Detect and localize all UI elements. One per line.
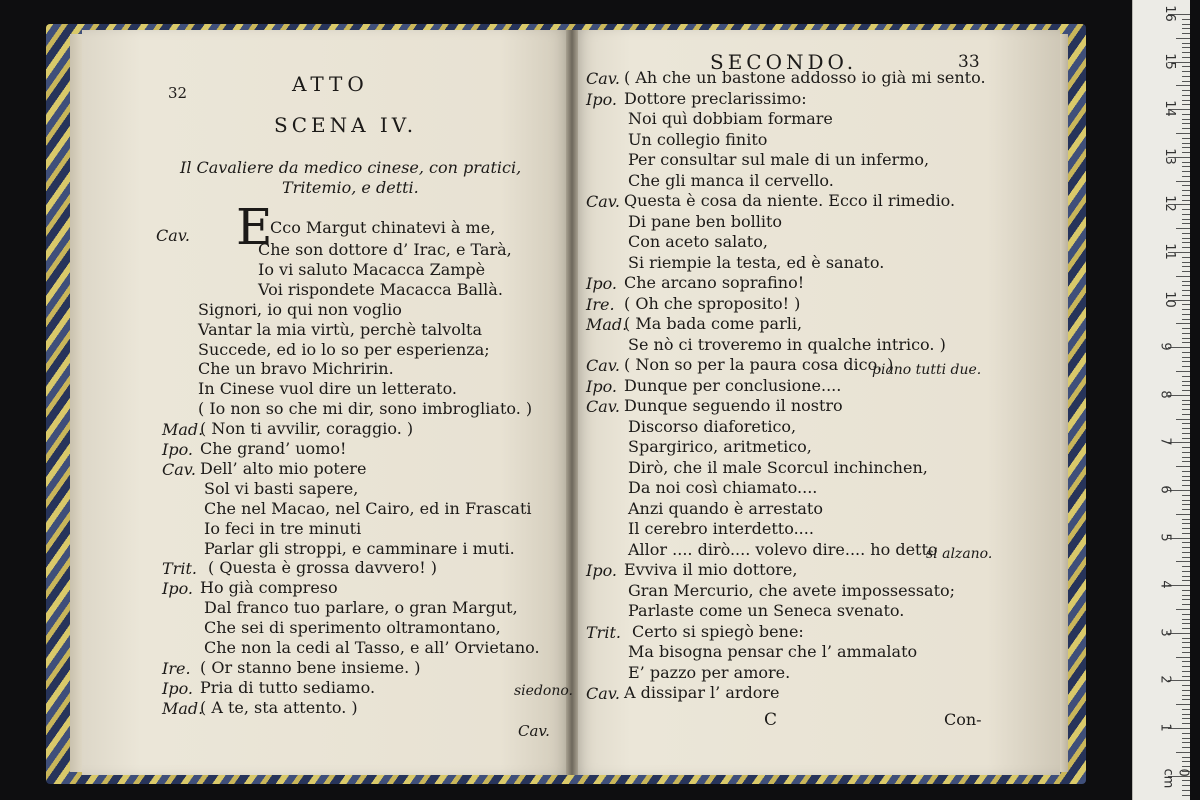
ruler-label: 16 <box>1161 5 1177 22</box>
ruler-tick <box>1182 242 1190 243</box>
verse-line: ( Questa è grossa davvero! ) <box>208 558 437 578</box>
verse-line: Voi rispondete Macacca Ballà. <box>258 279 503 299</box>
ruler-tick <box>1182 52 1190 53</box>
speaker-label: Cav. <box>162 459 197 479</box>
ruler-tick <box>1182 671 1190 672</box>
ruler-tick <box>1176 228 1190 229</box>
speaker-label: Ipo. <box>586 561 617 580</box>
signature-mark: C <box>764 710 778 730</box>
speaker-label: Cav. <box>156 226 191 245</box>
ruler-tick <box>1182 266 1190 267</box>
ruler-label: 5 <box>1157 532 1173 542</box>
ruler-tick <box>1182 290 1190 291</box>
verse-line: ( Or stanno bene insieme. ) <box>200 657 421 677</box>
ruler-tick <box>1182 509 1190 510</box>
ruler-label: 14 <box>1161 100 1177 117</box>
ruler-tick <box>1182 742 1190 743</box>
ruler-tick <box>1182 57 1190 58</box>
ruler-tick <box>1176 514 1190 515</box>
ruler-tick <box>1182 414 1190 415</box>
ruler-tick <box>1182 200 1190 201</box>
ruler-tick <box>1182 580 1190 581</box>
ruler-tick <box>1182 24 1190 25</box>
ruler-tick <box>1182 471 1190 472</box>
verse-line: Si riempie la testa, ed è sanato. <box>628 252 885 272</box>
ruler-tick <box>1182 718 1190 719</box>
verse-line: ( Io non so che mi dir, sono imbrogliato. ) <box>198 399 533 419</box>
ruler-tick <box>1176 323 1190 324</box>
verse-line: Sol vi basti sapere, <box>204 478 359 498</box>
verse-line: Dunque seguendo il nostro <box>624 396 843 415</box>
verse-line: Anzi quando è arrestato <box>628 498 823 518</box>
verse-line: Dell’ alto mio potere <box>200 458 367 478</box>
ruler-tick <box>1176 419 1190 420</box>
verse-line: Dottore preclarissimo: <box>624 88 807 108</box>
ruler-tick <box>1182 599 1190 600</box>
ruler-tick <box>1182 552 1190 553</box>
speaker-label: Ipo. <box>586 274 617 293</box>
book-gutter <box>566 30 578 775</box>
right-page-number: 33 <box>958 52 980 72</box>
ruler-tick <box>1182 409 1190 410</box>
verse-line: ( Oh che sproposito! ) <box>624 293 801 313</box>
ruler-tick <box>1182 166 1190 167</box>
verse-line: Succede, ed io lo so per esperienza; <box>198 339 490 359</box>
verse-line: Allor .... dirò.... volevo dire.... ho detto <box>628 539 938 559</box>
ruler-tick <box>1182 433 1190 434</box>
verse-line: In Cinese vuol dire un letterato. <box>198 379 458 399</box>
ruler-tick <box>1182 685 1190 686</box>
ruler-tick <box>1182 661 1190 662</box>
ruler-tick <box>1182 152 1190 153</box>
stage-direction-1: Il Cavaliere da medico cinese, con pratici, <box>180 158 522 177</box>
ruler-tick <box>1182 128 1190 129</box>
ruler-tick <box>1182 628 1190 629</box>
ruler-tick <box>1182 533 1190 534</box>
ruler-tick <box>1182 495 1190 496</box>
aside-note: piano tutti due. <box>872 362 982 378</box>
verse-line: A dissipar l’ ardore <box>624 683 780 702</box>
ruler-tick <box>1182 757 1190 758</box>
ruler-tick <box>1182 542 1190 543</box>
verse-line: Io vi saluto Macacca Zampè <box>258 259 486 279</box>
drop-cap: E <box>236 198 273 256</box>
ruler-tick <box>1176 181 1190 182</box>
ruler-label: 4 <box>1157 580 1173 589</box>
ruler-tick <box>1182 423 1190 424</box>
verse-line: Che un bravo Michririn. <box>198 359 394 379</box>
verse-line: ( Non so per la paura cosa dico. ) <box>624 355 894 374</box>
ruler-tick <box>1182 281 1190 282</box>
ruler-tick <box>1182 457 1190 458</box>
ruler-tick <box>1182 642 1190 643</box>
verse-line: ( A te, sta attento. ) <box>200 697 358 717</box>
measurement-ruler <box>1132 0 1190 800</box>
ruler-tick <box>1182 147 1190 148</box>
speaker-label: Mad. <box>162 420 204 440</box>
ruler-tick <box>1176 609 1190 610</box>
ruler-tick <box>1182 76 1190 77</box>
ruler-tick <box>1182 171 1190 172</box>
verse-line: Evviva il mio dottore, <box>624 560 798 579</box>
verse-line: Con aceto salato, <box>628 232 768 251</box>
ruler-tick <box>1176 704 1190 705</box>
ruler-tick <box>1182 138 1190 139</box>
ruler-tick <box>1182 747 1190 748</box>
speaker-label: Trit. <box>162 559 197 579</box>
speaker-label: Ire. <box>162 658 191 678</box>
ruler-tick <box>1182 428 1190 429</box>
ruler-label: 3 <box>1157 628 1173 637</box>
aside-note: si alzano. <box>926 546 993 562</box>
ruler-tick <box>1182 571 1190 572</box>
ruler-tick <box>1182 333 1190 334</box>
ruler-tick <box>1182 162 1190 163</box>
ruler-tick <box>1182 381 1190 382</box>
ruler-tick <box>1182 309 1190 310</box>
ruler-tick <box>1182 223 1190 224</box>
ruler-tick <box>1182 357 1190 358</box>
ruler-label: 11 <box>1161 243 1177 260</box>
speaker-label: Ipo. <box>162 678 193 698</box>
speaker-label: Ipo. <box>586 89 617 109</box>
verse-line: Il cerebro interdetto.... <box>628 519 814 538</box>
margin-note: siedono. <box>514 683 573 699</box>
ruler-tick <box>1182 219 1190 220</box>
left-title: ATTO <box>292 72 369 96</box>
ruler-tick <box>1176 85 1190 86</box>
ruler-tick <box>1182 285 1190 286</box>
ruler-tick <box>1182 504 1190 505</box>
ruler-tick <box>1182 43 1190 44</box>
ruler-tick <box>1182 123 1190 124</box>
ruler-tick <box>1182 271 1190 272</box>
ruler-tick <box>1182 209 1190 210</box>
ruler-tick <box>1176 561 1190 562</box>
verse-line: Che son dottore d’ Irac, e Tarà, <box>258 240 512 259</box>
verse-line: Che nel Macao, nel Cairo, ed in Frascati <box>204 498 532 518</box>
ruler-tick <box>1176 657 1190 658</box>
ruler-tick <box>1182 33 1190 34</box>
ruler-tick <box>1182 319 1190 320</box>
verse-line: Gran Mercurio, che avete impossessato; <box>628 580 956 600</box>
ruler-tick <box>1182 257 1190 258</box>
ruler-tick <box>1182 566 1190 567</box>
verse-line: Dunque per conclusione.... <box>624 375 842 395</box>
ruler-tick <box>1182 304 1190 305</box>
ruler-tick <box>1182 295 1190 296</box>
running-head: SECONDO. <box>710 50 858 74</box>
ruler-tick <box>1182 143 1190 144</box>
ruler-label: 8 <box>1157 390 1173 399</box>
ruler-tick <box>1182 738 1190 739</box>
ruler-tick <box>1182 619 1190 620</box>
verse-line: Di pane ben bollito <box>628 211 783 231</box>
ruler-tick <box>1182 447 1190 448</box>
ruler-tick <box>1182 557 1190 558</box>
ruler-tick <box>1182 519 1190 520</box>
ruler-tick <box>1182 676 1190 677</box>
ruler-tick <box>1182 638 1190 639</box>
ruler-tick <box>1182 500 1190 501</box>
ruler-tick <box>1182 761 1190 762</box>
ruler-tick <box>1182 247 1190 248</box>
speaker-label: Ipo. <box>162 440 193 459</box>
speaker-label: Cav. <box>586 356 621 375</box>
ruler-label: 13 <box>1161 148 1177 165</box>
ruler-tick <box>1182 19 1190 20</box>
ruler-tick <box>1182 547 1190 548</box>
verse-line: Signori, io qui non voglio <box>198 299 402 319</box>
ruler-tick <box>1182 190 1190 191</box>
ruler-tick <box>1182 623 1190 624</box>
verse-line: Certo si spiegò bene: <box>632 621 804 641</box>
verse-line: Discorso diaforetico, <box>628 416 797 436</box>
ruler-tick <box>1182 485 1190 486</box>
ruler-tick <box>1182 523 1190 524</box>
verse-line: Dirò, che il male Scorcul inchinchen, <box>628 457 928 477</box>
ruler-tick <box>1182 176 1190 177</box>
ruler-tick <box>1182 476 1190 477</box>
verse-line: Che non la cedi al Tasso, e all’ Orvietano. <box>204 638 540 657</box>
ruler-tick <box>1182 262 1190 263</box>
verse-line: ( Non ti avvilir, coraggio. ) <box>200 419 414 439</box>
ruler-tick <box>1182 647 1190 648</box>
verse-line: Vantar la mia virtù, perchè talvolta <box>198 319 483 339</box>
verse-line: Io feci in tre minuti <box>204 518 362 538</box>
ruler-label: 12 <box>1161 195 1177 213</box>
verse-line: Ho già compreso <box>200 578 338 598</box>
right-catchword: Con- <box>944 710 982 729</box>
ruler-tick <box>1182 366 1190 367</box>
ruler-tick <box>1176 371 1190 372</box>
ruler-tick <box>1182 576 1190 577</box>
ruler-tick <box>1182 185 1190 186</box>
ruler-tick <box>1182 723 1190 724</box>
ruler-tick <box>1182 238 1190 239</box>
ruler-label: 1 <box>1157 723 1173 732</box>
ruler-tick <box>1182 400 1190 401</box>
ruler-tick <box>1182 233 1190 234</box>
ruler-tick <box>1182 195 1190 196</box>
ruler-tick <box>1182 361 1190 362</box>
ruler-tick <box>1182 652 1190 653</box>
verse-line: Parlaste come un Seneca svenato. <box>628 601 905 620</box>
verse-line: Se nò ci troveremo in qualche intrico. ) <box>628 334 946 354</box>
verse-line: ( Ma bada come parli, <box>624 314 803 333</box>
speaker-label: Cav. <box>586 192 621 211</box>
ruler-tick <box>1182 528 1190 529</box>
verse-line: Spargirico, aritmetico, <box>628 437 812 456</box>
ruler-tick <box>1182 404 1190 405</box>
ruler-tick <box>1182 119 1190 120</box>
ruler-label: 6 <box>1157 485 1173 494</box>
ruler-tick <box>1176 38 1190 39</box>
left-catchword: Cav. <box>518 722 550 740</box>
ruler-tick <box>1182 766 1190 767</box>
ruler-tick <box>1176 276 1190 277</box>
verse-line: Cco Margut chinatevi à me, <box>270 218 496 237</box>
ruler-tick <box>1182 695 1190 696</box>
ruler-tick <box>1182 452 1190 453</box>
speaker-label: Ipo. <box>586 376 617 396</box>
verse-line: Che grand’ uomo! <box>200 439 347 458</box>
ruler-tick <box>1182 338 1190 339</box>
ruler-tick <box>1182 385 1190 386</box>
ruler-tick <box>1182 690 1190 691</box>
verse-line: Per consultar sul male di un infermo, <box>628 150 930 169</box>
ruler-label: 7 <box>1157 437 1173 447</box>
verse-line: ( Ah che un bastone addosso io già mi sento. <box>624 68 986 87</box>
verse-line: Dal franco tuo parlare, o gran Margut, <box>204 598 518 618</box>
speaker-label: Mad. <box>162 698 204 718</box>
ruler-tick <box>1176 133 1190 134</box>
left-page-number: 32 <box>168 84 188 102</box>
ruler-tick <box>1182 614 1190 615</box>
ruler-tick <box>1182 699 1190 700</box>
ruler-label: 10 <box>1161 290 1177 308</box>
ruler-tick <box>1182 733 1190 734</box>
ruler-tick <box>1182 604 1190 605</box>
ruler-label: 0 cm <box>1160 768 1191 788</box>
verse-line: Da noi così chiamato.... <box>628 478 818 497</box>
verse-line: Che gli manca il cervello. <box>628 170 834 190</box>
scene-heading: SCENA IV. <box>274 113 418 137</box>
verse-line: Noi quì dobbiam formare <box>628 109 833 128</box>
ruler-tick <box>1182 214 1190 215</box>
speaker-label: Ire. <box>586 294 615 314</box>
ruler-tick <box>1182 66 1190 67</box>
ruler-tick <box>1182 595 1190 596</box>
verse-line: Che sei di sperimento oltramontano, <box>204 618 501 638</box>
speaker-label: Trit. <box>586 622 621 642</box>
ruler-tick <box>1182 714 1190 715</box>
speaker-label: Mad. <box>586 315 628 334</box>
ruler-tick <box>1176 752 1190 753</box>
ruler-tick <box>1182 376 1190 377</box>
ruler-label: 2 <box>1157 675 1173 685</box>
ruler-tick <box>1182 71 1190 72</box>
ruler-label: 15 <box>1161 52 1177 70</box>
speaker-label: Cav. <box>586 684 621 703</box>
ruler-tick <box>1182 461 1190 462</box>
ruler-tick <box>1182 480 1190 481</box>
ruler-tick <box>1182 81 1190 82</box>
verse-line: Un collegio finito <box>628 129 768 149</box>
ruler-tick <box>1182 104 1190 105</box>
verse-line: Pria di tutto sediamo. <box>200 677 376 697</box>
verse-line: Che arcano soprafino! <box>624 273 805 292</box>
ruler-label: 9 <box>1157 342 1173 351</box>
ruler-tick <box>1182 438 1190 439</box>
ruler-tick <box>1182 390 1190 391</box>
ruler-tick <box>1182 314 1190 315</box>
speaker-label: Cav. <box>586 69 621 88</box>
ruler-tick <box>1182 352 1190 353</box>
ruler-tick <box>1182 114 1190 115</box>
ruler-tick <box>1182 47 1190 48</box>
ruler-tick <box>1182 95 1190 96</box>
ruler-tick <box>1182 328 1190 329</box>
ruler-tick <box>1176 466 1190 467</box>
ruler-tick <box>1182 590 1190 591</box>
speaker-label: Cav. <box>586 397 621 416</box>
verse-line: Ma bisogna pensar che l’ ammalato <box>628 642 918 661</box>
stage-direction-2: Tritemio, e detti. <box>282 178 419 197</box>
ruler-tick <box>1182 90 1190 91</box>
verse-line: Questa è cosa da niente. Ecco il rimedio. <box>624 191 956 210</box>
speaker-label: Ipo. <box>162 579 193 599</box>
ruler-tick <box>1182 100 1190 101</box>
ruler-tick <box>1182 709 1190 710</box>
ruler-tick <box>1182 28 1190 29</box>
ruler-tick <box>1182 666 1190 667</box>
ruler-tick <box>1182 342 1190 343</box>
verse-line: Parlar gli stroppi, e camminare i muti. <box>204 538 515 558</box>
verse-line: E’ pazzo per amore. <box>628 662 791 682</box>
